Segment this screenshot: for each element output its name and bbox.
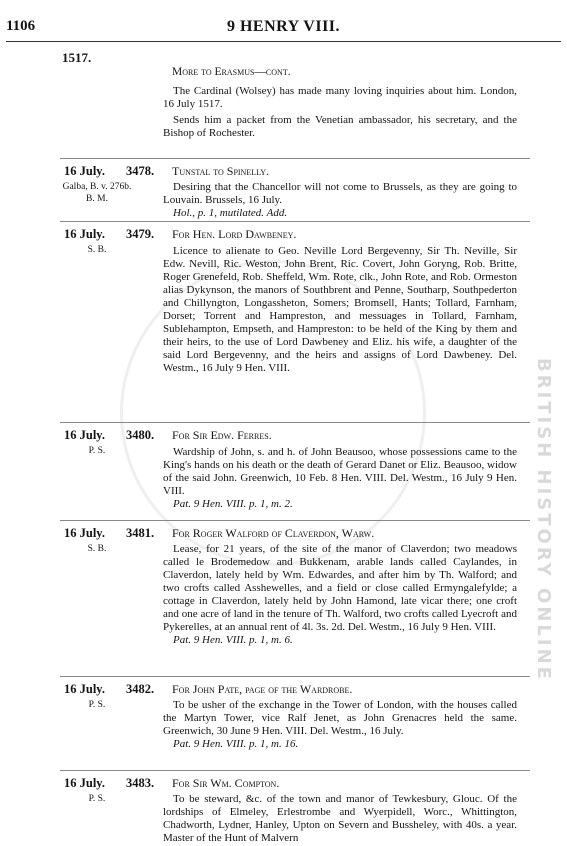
- entry-citation: Hol., p. 1, mutilated. Add.: [173, 207, 288, 219]
- running-title: 9 HENRY VIII.: [226, 18, 341, 35]
- continuation-paragraph: Sends him a packet from the Venetian ambassador, his secretary, and the Bishop of Rochester.: [163, 114, 517, 139]
- entry-separator: [60, 676, 530, 677]
- entry-ref: P. S.: [88, 446, 106, 456]
- continuation-paragraph: The Cardinal (Wolsey) has made many loving inquiries about him. London, 16 July 1517.: [163, 85, 517, 110]
- continuation-heading: More to Erasmus—cont.: [172, 66, 291, 78]
- entry-ref: Galba, B. v. 276b.: [62, 182, 132, 192]
- entry-number: 3478.: [126, 164, 155, 178]
- entry-separator: [60, 422, 530, 423]
- entry-date: 16 July.: [64, 776, 105, 790]
- entry-text: Lease, for 21 years, of the site of the manor of Claverdon; two meadows called le Brodemedow and Bukkenam, arable lands called Caylandes, in Claverdon, lately held by Wm. Edwardes, and after him by Th. Walford; and two crofts called Asshewelles, and a field or close called Ermyngalefylde; a cottage in Claverdon, lately held by John Hamond, late vicar there; one croft and one acre of land in the tenure of Th. Walford, two crofts called Lyecroft and Pykerelles, at an annual rent of 4l. 3s. 2d. Del. Westm., 16 July 9 Hen. VIII.: [163, 543, 517, 633]
- entry-date: 16 July.: [64, 682, 105, 696]
- watermark-text: BRITISH HISTORY ONLINE: [533, 358, 554, 682]
- entry-date: 16 July.: [64, 526, 105, 540]
- entry-text: Wardship of John, s. and h. of John Beausoo, whose possessions came to the King's hands on his death or the death of Gerard Danet or Eliz. Beausoo, widow of the said John. Greenwich, 10 Feb. 8 Hen. VIII. Del. Westm., 16 July 9 Hen. VIII.: [163, 446, 517, 497]
- entry-heading: For Hen. Lord Dawbeney.: [172, 227, 297, 241]
- page-number: 1106: [6, 18, 36, 34]
- header-rule: [6, 41, 561, 42]
- entry-ref: P. S.: [88, 794, 106, 804]
- entry-citation: Pat. 9 Hen. VIII. p. 1, m. 16.: [173, 738, 299, 750]
- entry-body: [163, 446, 517, 511]
- entry-number: 3483.: [126, 776, 155, 790]
- entry-separator: [60, 221, 530, 222]
- running-head: [6, 18, 561, 38]
- entry-ref: S. B.: [87, 544, 107, 554]
- entry-ref: S. B.: [87, 245, 107, 255]
- entry-text: Desiring that the Chancellor will not come to Brussels, as they are going to Louvain. Brussels, 16 July.: [163, 181, 517, 206]
- entry-number: 3480.: [126, 428, 155, 442]
- entry-body: [163, 699, 517, 751]
- entry-ref: B. M.: [86, 194, 108, 204]
- entry-heading: Tunstal to Spinelly.: [172, 164, 269, 178]
- entry-citation: Pat. 9 Hen. VIII. p. 1, m. 6.: [173, 634, 293, 646]
- entry-text: Licence to alienate to Geo. Neville Lord Bergevenny, Sir Th. Neville, Sir Edw. Nevill, Ric. Weston, John Brent, Ric. Covert, John Goryng, Rob. Britte, Roger Grenefeld, Rob. Sheffeld, Wm. Rote, clk., John Rote, and Rob. Ormeston alias Dykynson, the manors of Southbrent and Penne, Southarp, Southpederton and Chillyngton, Longassheton, Somers; Bromsell, Hants; Tollard, Farnham, Dorset; Torrent and Hampreston, and messuages in Tollard, Farnham, Sublehampton, Empseth, and Hampreston: to be held of the King by them and their heirs, to the use of Lord Dawbeney and Eliz. his wife, a daughter of the said Lord Bergevenny, and the heirs and assigns of Lord Dawbeney. Del. Westm., 16 July 9 Hen. VIII.: [163, 245, 517, 374]
- entry-heading: For Roger Walford of Claverdon, Warw.: [172, 526, 375, 540]
- entry-separator: [60, 158, 530, 159]
- entry-heading: For Sir Wm. Compton.: [172, 776, 280, 790]
- entry-text: To be steward, &c. of the town and manor of Tewkesbury, Glouc. Of the lordships of Elmeley, Erlestrombe and Wyerpidell, Worc., Whittington, Chadworth, Lydner, Hanley, Upton on Severn and Bussheley, with 40s. a year. Master of the Hunt of Malvern: [163, 793, 517, 844]
- entry-number: 3479.: [126, 227, 155, 241]
- entry-date: 16 July.: [64, 164, 105, 178]
- entry-number: 3481.: [126, 526, 155, 540]
- entry-date: 16 July.: [64, 428, 105, 442]
- entry-heading: For John Pate, page of the Wardrobe.: [172, 682, 353, 696]
- entry-citation: Pat. 9 Hen. VIII. p. 1, m. 2.: [173, 498, 293, 510]
- entry-body: [163, 543, 517, 647]
- continuation-body: [163, 85, 517, 140]
- entry-ref: P. S.: [88, 700, 106, 710]
- entry-text: To be usher of the exchange in the Tower of London, with the houses called the Martyn Tower, vice Ralf Jenet, as John Grenacres held the same. Greenwich, 30 June 9 Hen. VIII. Del. Westm., 16 July.: [163, 699, 517, 737]
- year-label: 1517.: [62, 50, 92, 65]
- entry-heading: For Sir Edw. Ferres.: [172, 428, 272, 442]
- entry-body: [163, 793, 517, 845]
- entry-date: 16 July.: [64, 227, 105, 241]
- entry-number: 3482.: [126, 682, 155, 696]
- entry-separator: [60, 770, 530, 771]
- entry-body: [163, 181, 517, 220]
- entry-body: [163, 245, 517, 375]
- entry-separator: [60, 520, 530, 521]
